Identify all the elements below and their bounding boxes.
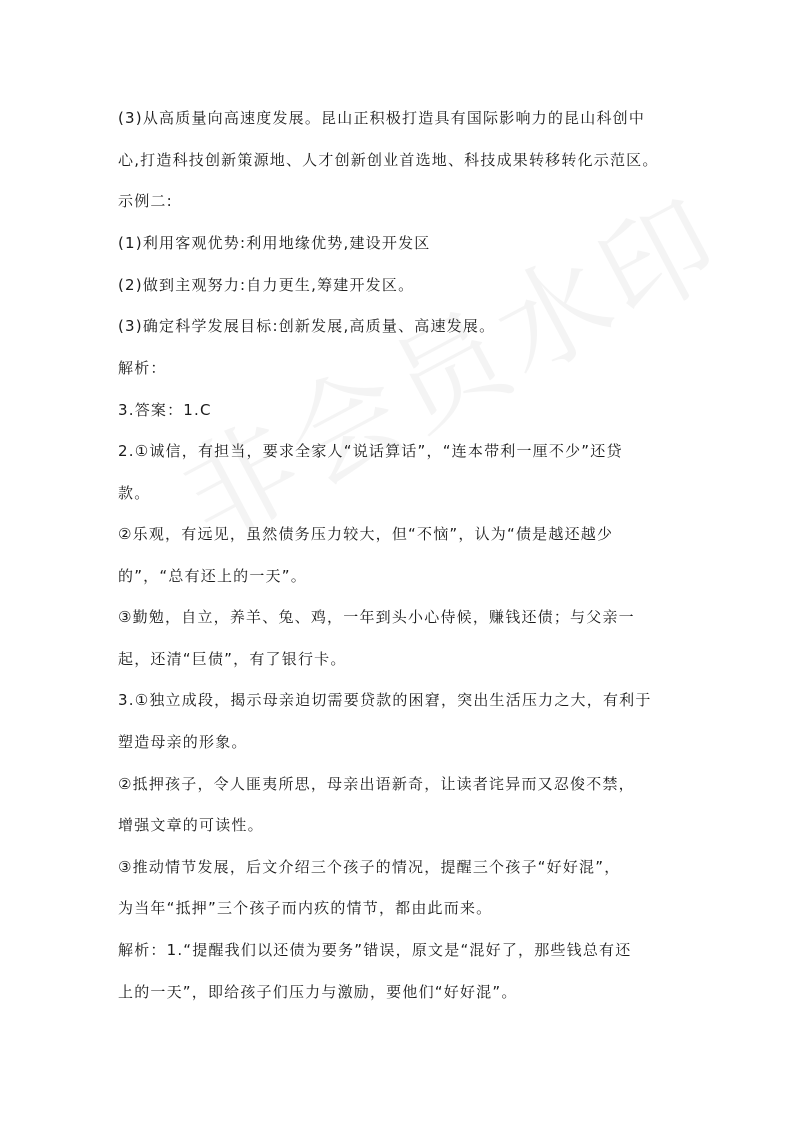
text-line: ②抵押孩子，令人匪夷所思，母亲出语新奇，让读者诧异而又忍俊不禁， — [118, 775, 635, 793]
text-line: 增强文章的可读性。 — [118, 816, 264, 834]
text-line: 心,打造科技创新策源地、人才创新创业首选地、科技成果转移转化示范区。 — [118, 151, 659, 169]
text-line: 为当年“抵押”三个孩子而内疚的情节，都由此而来。 — [118, 899, 493, 917]
text-line: (2)做到主观努力:自力更生,筹建开发区。 — [118, 276, 415, 294]
text-line: 上的一天”，即给孩子们压力与激励，要他们“好好混”。 — [118, 983, 518, 1001]
text-line: ③推动情节发展，后文介绍三个孩子的情况，提醒三个孩子“好好混”， — [118, 858, 621, 876]
text-line: 的”，“总有还上的一天”。 — [118, 567, 307, 585]
text-line: 示例二: — [118, 192, 173, 210]
text-line: ③勤勉，自立，养羊、兔、鸡，一年到头小心侍候，赚钱还债；与父亲一 — [118, 608, 635, 626]
text-line: 解析： — [118, 359, 167, 377]
text-line: (1)利用客观优势:利用地缘优势,建设开发区 — [118, 234, 431, 252]
text-line: 解析：1.“提醒我们以还债为要务”错误，原文是“混好了，那些钱总有还 — [118, 941, 632, 959]
text-line: 3.答案：1.C — [118, 401, 212, 419]
text-line: 2.①诚信，有担当，要求全家人“说话算话”，“连本带利一厘不少”还贷 — [118, 442, 623, 460]
text-line: (3)确定科学发展目标:创新发展,高质量、高速发展。 — [118, 317, 496, 335]
text-line: 款。 — [118, 484, 151, 502]
text-line: 塑造母亲的形象。 — [118, 733, 248, 751]
text-line: 起，还清“巨债”，有了银行卡。 — [118, 650, 347, 668]
text-line: 3.①独立成段，揭示母亲迫切需要贷款的困窘，突出生活压力之大，有利于 — [118, 691, 652, 709]
text-line: ②乐观，有远见，虽然债务压力较大，但“不恼”，认为“债是越还越少 — [118, 525, 614, 543]
text-line: (3)从高质量向高速度发展。昆山正积极打造具有国际影响力的昆山科创中 — [118, 109, 646, 127]
